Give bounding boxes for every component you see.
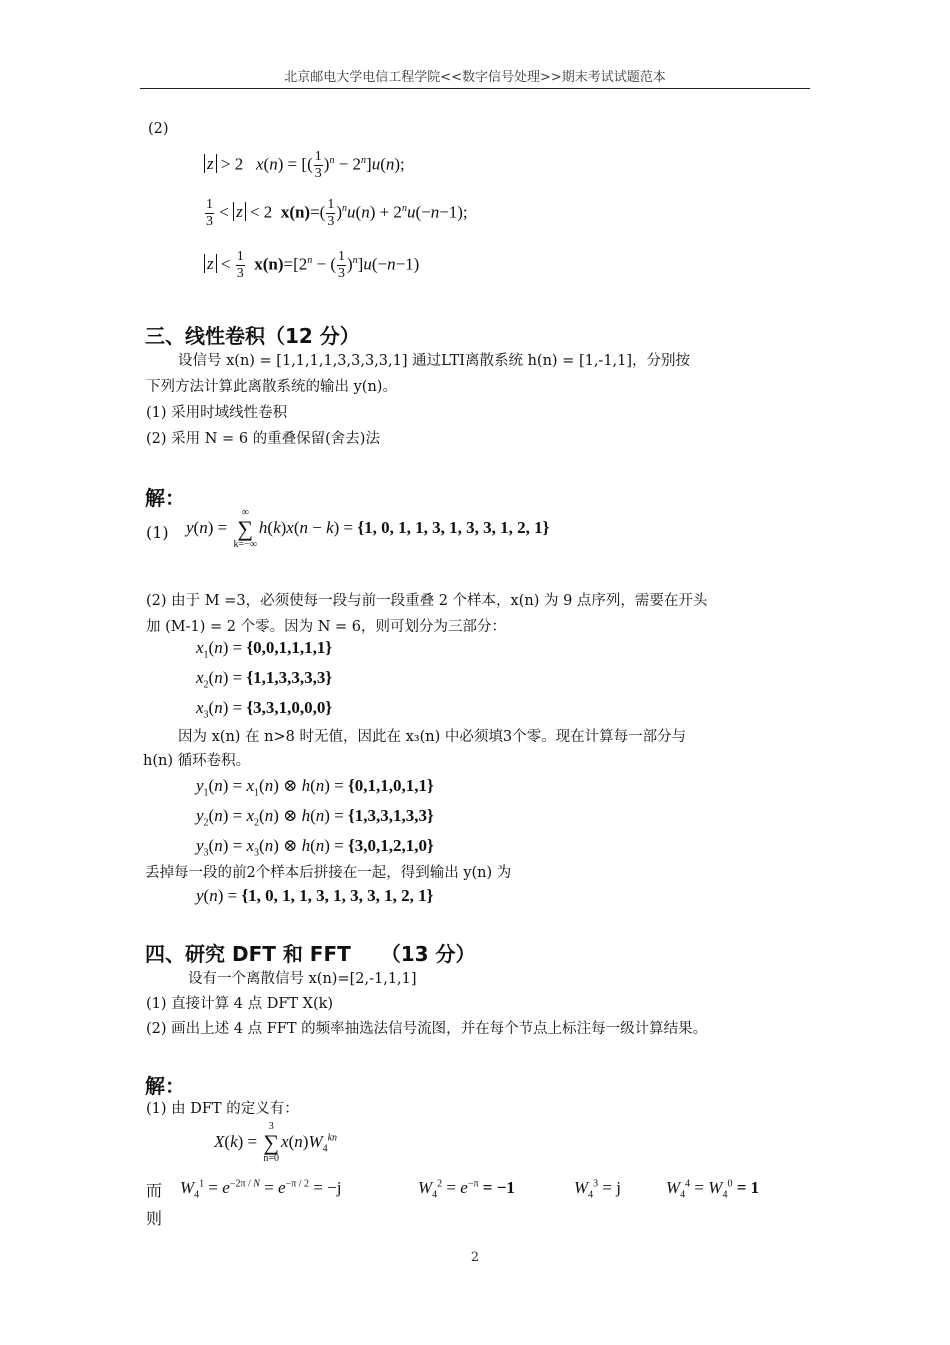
section3-title: 三、线性卷积（12 分）	[145, 324, 360, 348]
case1-equation: z > 2 x(n) = [( $\frac{1}{3}$ )$^n - 2^n]u(n)$;	[204, 150, 405, 181]
sec3-question2: (2) 采用 N = 6 的重叠保留(舍去)法	[146, 431, 380, 447]
section4-title: 四、研究 DFT 和 FFT （13 分）	[145, 942, 476, 966]
twiddle-w4: $W_4^4 = W_4^0 = 1$	[666, 1178, 760, 1201]
dft-definition-equation: X(k) = 3 ∑ n=0 $x(n)W_4^{kn}$	[214, 1121, 338, 1164]
sec3-question1: (1) 采用时域线性卷积	[146, 405, 288, 421]
twiddle-w2: $W_4^2 = e^{-\pi} = -1$	[418, 1178, 515, 1201]
sec3-intro-line2: 下列方法计算此离散系统的输出 y(n)。	[146, 379, 397, 395]
sec3-answer2-line1: (2) 由于 M =3，必须使每一段与前一段重叠 2 个样本，x(n) 为 9 点序列，需要在开头	[146, 593, 708, 609]
circular-conv-y1: $y_1(n) = x_1(n)$ ⊗ h(n) = {0,1,1,0,1,1}	[196, 776, 434, 799]
twiddle-w3: $W_4^3 = j$	[574, 1178, 621, 1201]
sec3-answer2-line3: 因为 x(n) 在 n>8 时无值，因此在 x₃(n) 中必须填3个零。现在计算每一部分与	[178, 729, 687, 745]
circular-conv-y3: $y_3(n) = x_3(n)$ ⊗ h(n) = {3,0,1,2,1,0}	[196, 836, 434, 859]
circular-conv-y2: $y_2(n) = x_2(n)$ ⊗ h(n) = {1,3,3,1,3,3}	[196, 806, 434, 829]
sec4-question1: (1) 直接计算 4 点 DFT X(k)	[146, 996, 334, 1012]
sec3-answer1-label: (1)	[146, 523, 169, 542]
prev-part-label: (2)	[148, 121, 169, 137]
sec3-intro-line1: 设信号 x(n) = [1,1,1,1,3,3,3,3,1] 通过LTI离散系统 h(n) = [1,-1,1]，分别按	[178, 353, 691, 369]
sec3-solution-heading: 解：	[145, 486, 185, 510]
linear-convolution-equation: y(n) = ∞ ∑ k=−∞ h(k)x(n − k) = {1, 0, 1, 1, 3, 1, 3, 3, 1, 2, 1}	[186, 507, 550, 550]
sec4-solution-heading: 解：	[145, 1074, 185, 1098]
sec4-question2: (2) 画出上述 4 点 FFT 的频率抽选法信号流图，并在每个节点上标注每一级计算结果。	[146, 1021, 708, 1037]
segment-x3: $x_3(n) = \{3,3,1,0,0,0\}$	[196, 698, 333, 721]
sec3-answer2-line2: 加 (M-1) = 2 个零。因为 N = 6，则可划分为三部分：	[146, 619, 506, 635]
linear-convolution-result: {1, 0, 1, 1, 3, 1, 3, 3, 1, 2, 1}	[357, 517, 550, 537]
sec3-answer2-line4: h(n) 循环卷积。	[143, 753, 251, 769]
sec4-ze: 则	[146, 1209, 163, 1228]
page-number: 2	[470, 1250, 480, 1265]
segment-x1: $x_1(n) = \{0,0,1,1,1,1\}$	[196, 638, 333, 661]
sec4-er: 而	[146, 1181, 163, 1200]
twiddle-w1: $W_4^1 = e^{-2\pi / N} = e^{-\pi / 2} = -j$	[180, 1178, 342, 1201]
case2-equation: $\frac{1}{3}$ < z < 2 x(n)=( $\frac{1}{3}$ )$^nu(n) + 2^nu(-n-1)$;	[206, 197, 468, 229]
page-header: 北京邮电大学电信工程学院<<数字信号处理>>期末考试试题范本	[284, 70, 666, 85]
header-rule	[140, 88, 810, 89]
sec3-answer2-line5: 丢掉每一段的前2个样本后拼接在一起，得到输出 y(n) 为	[145, 865, 512, 881]
overlap-save-output: y(n) = {1, 0, 1, 1, 3, 1, 3, 3, 1, 2, 1}	[196, 886, 434, 905]
sec4-intro: 设有一个离散信号 x(n)=[2,-1,1,1]	[188, 971, 417, 987]
case3-equation: z < $\frac{1}{3}$ $x(n)=[2^n$ − ( $\frac{1}{3}$ )$^n$]u(−n−1)	[204, 250, 419, 281]
sec4-answer1-line: (1) 由 DFT 的定义有：	[146, 1101, 299, 1117]
segment-x2: $x_2(n) = \{1,1,3,3,3,3\}$	[196, 668, 333, 691]
